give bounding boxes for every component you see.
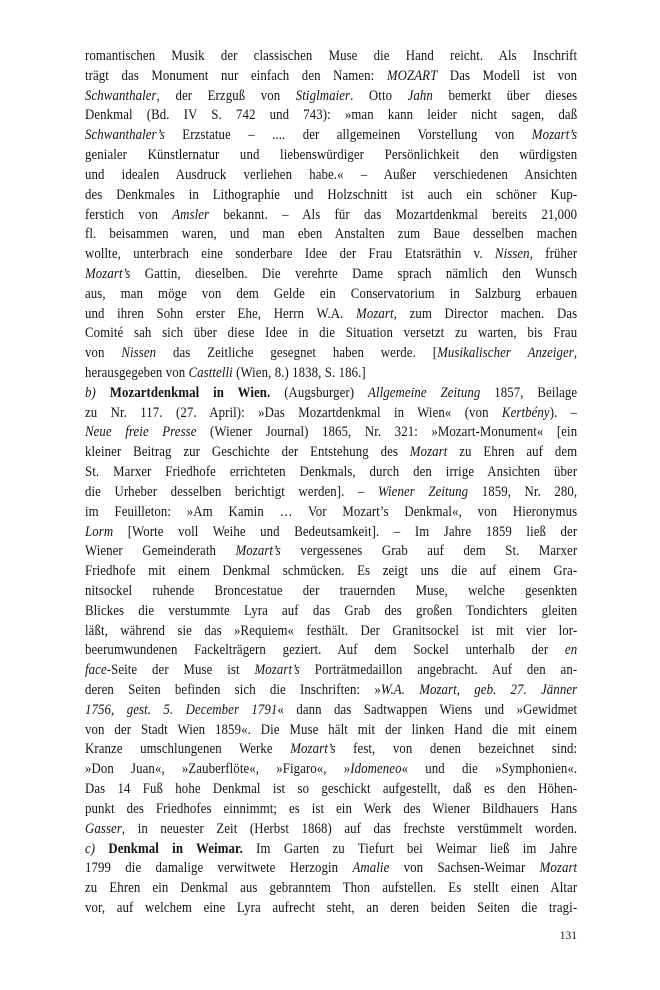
- text-run: und ihren Sohn erster Ehe, Herrn W.A.: [85, 305, 357, 322]
- text-run: zu Ehren ein Denkmal aus gebranntem Thon aufstellen. Es stellt einen Altar: [85, 880, 578, 897]
- text-run: , zum Director machen. Das: [393, 305, 578, 322]
- text-line: [85, 146, 577, 166]
- text-line: [85, 602, 577, 622]
- text-line: [85, 760, 577, 780]
- text-run: läßt, während sie das »Requiem« festhält. Der Granitsockel ist mit vier lor-: [85, 622, 578, 639]
- text-line: [85, 661, 577, 681]
- text-run: Blickes die verstummte Lyra auf das Grab des großen Tondichters gleiten: [85, 602, 578, 619]
- text-run: Stiglmaier: [295, 87, 351, 104]
- text-line: [85, 840, 577, 860]
- text-line: [85, 186, 577, 206]
- text-run: beerumwundenen Fackelträgern geziert. Auf dem Sockel unterhalb der: [85, 642, 565, 659]
- text-run: Mozart: [539, 860, 578, 877]
- text-run: , in neuester Zeit (Herbst 1868) auf das frechste verstümmelt worden.: [121, 820, 578, 837]
- text-run: Mozart’s: [290, 741, 336, 758]
- text-run: (Wien, 8.) 1838, S. 186.]: [232, 365, 366, 381]
- text-line: [85, 562, 577, 582]
- text-run: Amsler: [172, 206, 210, 223]
- text-line: [85, 780, 577, 800]
- text-run: Kertbény: [501, 404, 550, 421]
- text-run: . Otto: [350, 87, 408, 104]
- text-line: [85, 206, 577, 226]
- text-run: bekannt. – Als für das Mozartdenkmal bereits 21,000: [209, 206, 578, 223]
- text-line: [85, 404, 577, 424]
- text-line: [85, 423, 577, 443]
- text-run: , früher: [529, 246, 578, 263]
- text-run: vor, auf welchem eine Lyra aufrecht steht, an deren beiden Seiten die tragi-: [85, 899, 578, 916]
- text-run: MOZART: [386, 67, 438, 84]
- text-run: en: [564, 642, 578, 659]
- text-run: Nissen: [494, 246, 530, 263]
- text-line: [85, 463, 577, 483]
- text-run: »Don Juan«, »Zauberflöte«, »Figaro«, »: [85, 761, 351, 778]
- text-run: Wiener Zeitung: [377, 483, 469, 500]
- text-run: von Sachsen-Weimar: [389, 860, 540, 877]
- text-run: im Feuilleton: »Am Kamin … Vor Mozart’s Denkmal«, von Hieronymus: [85, 503, 578, 520]
- text-run: « und die »Symphonien«.: [401, 761, 578, 778]
- text-run: von: [85, 345, 122, 362]
- text-line: [85, 47, 577, 67]
- text-run: Casttelli: [188, 365, 233, 381]
- text-run: 1756, gest. 5. December 1791: [85, 701, 278, 718]
- text-run: Im Garten zu Tiefurt bei Weimar ließ im Jahre: [242, 840, 578, 857]
- text-run: Kranze umschlungenen Werke: [85, 741, 291, 758]
- text-run: ). –: [549, 404, 578, 421]
- text-line: [85, 582, 577, 602]
- text-run: Schwanthaler’s: [85, 127, 165, 144]
- text-run: b): [85, 384, 96, 401]
- text-line: [85, 523, 577, 543]
- text-run: (Augsburger): [270, 384, 369, 401]
- text-run: genialer Künstlernatur und liebenswürdiger Persönlichkeit den würdigsten: [85, 147, 578, 164]
- text-line: [85, 740, 577, 760]
- text-run: W.A. Mozart, geb. 27. Jänner: [380, 682, 578, 698]
- text-line: [85, 503, 577, 523]
- text-run: nitsockel ruhende Broncestatue der trauernden Muse, welche gesenkten: [85, 582, 578, 599]
- text-line: [85, 701, 577, 721]
- text-run: Das 14 Fuß hohe Denkmal ist so geschickt aufgestellt, daß es den Höhen-: [85, 781, 578, 798]
- text-run: Lorm: [85, 523, 114, 540]
- text-run: punkt des Friedhofes einnimmt; es ist ein Werk des Wiener Bildhauers Hans: [85, 800, 578, 817]
- text-line: [85, 879, 577, 899]
- text-run: Mozart’s: [254, 662, 300, 679]
- text-run: Wiener Gemeinderath: [85, 543, 236, 560]
- text-run: -Seite der Muse ist: [106, 662, 255, 679]
- text-line: [85, 384, 577, 404]
- text-line: [85, 285, 577, 305]
- text-run: 1799 die damalige verwitwete Herzogin: [85, 860, 353, 877]
- text-run: von der Stadt Wien 1859«. Die Muse hält mit der linken Hand die mit einem: [85, 721, 578, 738]
- text-run: ferstich von: [85, 206, 173, 223]
- text-run: Erzstatue – .... der allgemeinen Vorstellung von: [164, 127, 532, 144]
- text-run: Mozart’s: [85, 265, 131, 282]
- text-run: vergessenes Grab auf dem St. Marxer: [280, 543, 578, 560]
- text-run: Jahn: [407, 87, 433, 104]
- text-run: Neue freie Presse: [85, 424, 197, 441]
- text-run: kleiner Beitrag zur Geschichte der Entstehung des: [85, 444, 410, 461]
- text-line: [85, 305, 577, 325]
- text-run: wollte, unterbrach eine sonderbare Idee der Frau Etatsräthin v.: [85, 246, 495, 263]
- text-run: des Denkmales in Lithographie und Holzschnitt ist auch ein schöner Kup-: [85, 186, 578, 203]
- page-number: 131: [559, 930, 577, 942]
- text-run: Das Modell ist von: [437, 67, 578, 84]
- text-line: [85, 800, 577, 820]
- text-run: Comité sah sich über diese Idee in die Situation versetzt zu warten, bis Frau: [85, 325, 578, 342]
- text-line: [85, 166, 577, 186]
- text-line: [85, 106, 577, 126]
- text-line: [85, 483, 577, 503]
- text-line: [85, 126, 577, 146]
- text-run: Gasser: [85, 820, 122, 837]
- text-run: fl. beisammen waren, und man eben Anstalten zum Baue desselben machen: [85, 226, 578, 243]
- text-run: Mozartdenkmal in Wien.: [109, 384, 271, 401]
- text-run: Idomeneo: [350, 761, 402, 778]
- text-line: [85, 245, 577, 265]
- text-run: Friedhofe mit einem Denkmal schmücken. Es zeigt uns die auf einem Gra-: [85, 563, 578, 580]
- text-run: Amalie: [352, 860, 390, 877]
- text-line: [85, 899, 577, 919]
- text-run: zu Nr. 117. (27. April): »Das Mozartdenkmal in Wien« (von: [85, 404, 502, 421]
- text-line: [85, 622, 577, 642]
- text-run: zu Ehren auf dem: [447, 444, 578, 461]
- text-run: aus, man möge von dem Gelde ein Conservatorium in Salzburg erbauen: [85, 285, 578, 302]
- text-run: St. Marxer Friedhofe errichteten Denkmals, durch den irrige Ansichten über: [85, 464, 578, 481]
- text-run: Schwanthaler: [85, 87, 157, 104]
- text-line: [85, 681, 577, 701]
- text-run: die Urheber desselben berichtigt werden]. –: [85, 483, 378, 500]
- text-run: Allgemeine Zeitung: [368, 384, 481, 401]
- text-run: Denkmal in Weimar.: [108, 840, 243, 857]
- text-run: « dann das Sadtwappen Wiens und »Gewidmet: [277, 701, 578, 718]
- text-run: c): [85, 840, 96, 857]
- text-line: [85, 364, 577, 384]
- text-line: [85, 87, 577, 107]
- text-run: Mozart: [409, 444, 448, 461]
- text-run: Gattin, dieselben. Die verehrte Dame sprach nämlich den Wunsch: [130, 265, 578, 282]
- text-run: [95, 841, 108, 857]
- text-run: [96, 385, 110, 401]
- text-run: Mozart’s: [531, 127, 578, 144]
- text-line: [85, 225, 577, 245]
- text-run: 1859, Nr. 280,: [468, 483, 578, 500]
- text-run: Mozart’s: [235, 543, 281, 560]
- text-line: [85, 265, 577, 285]
- text-run: Denkmal (Bd. IV S. 742 und 743): »man kann leider nicht sagen, daß: [85, 107, 578, 124]
- text-run: Musikalischer Anzeiger: [437, 345, 574, 362]
- text-run: 1857, Beilage: [480, 384, 578, 401]
- text-run: fest, von denen bezeichnet sind:: [335, 741, 578, 758]
- text-line: [85, 67, 577, 87]
- text-run: und idealen Ausdruck verliehen habe.« – Außer verschiedenen Ansichten: [85, 166, 578, 183]
- text-run: , der Erzguß von: [156, 87, 296, 104]
- page-text: [85, 47, 577, 919]
- text-line: [85, 859, 577, 879]
- text-run: Nissen: [121, 345, 157, 362]
- text-line: [85, 542, 577, 562]
- text-line: [85, 721, 577, 741]
- text-line: [85, 324, 577, 344]
- text-run: herausgegeben von: [85, 365, 189, 381]
- text-run: face: [85, 662, 107, 679]
- text-run: bemerkt über dieses: [432, 87, 578, 104]
- text-run: (Wiener Journal) 1865, Nr. 321: »Mozart-Monument« [ein: [196, 424, 578, 441]
- text-line: [85, 443, 577, 463]
- text-run: trägt das Monument nur einfach den Namen:: [85, 67, 387, 84]
- text-run: Porträtmedaillon angebracht. Auf den an-: [299, 662, 578, 679]
- text-line: [85, 820, 577, 840]
- text-run: romantischen Musik der classischen Muse die Hand reicht. Als Inschrift: [85, 48, 578, 64]
- text-run: deren Seiten befinden sich die Inschriften: »: [85, 682, 381, 698]
- text-run: ,: [573, 345, 578, 362]
- text-line: [85, 641, 577, 661]
- text-run: das Zeitliche gesegnet haben werde. [: [156, 345, 438, 362]
- text-run: Mozart: [356, 305, 394, 322]
- text-line: [85, 344, 577, 364]
- text-run: [Worte voll Weihe und Bedeutsamkeit]. – Im Jahre 1859 ließ der: [113, 523, 578, 540]
